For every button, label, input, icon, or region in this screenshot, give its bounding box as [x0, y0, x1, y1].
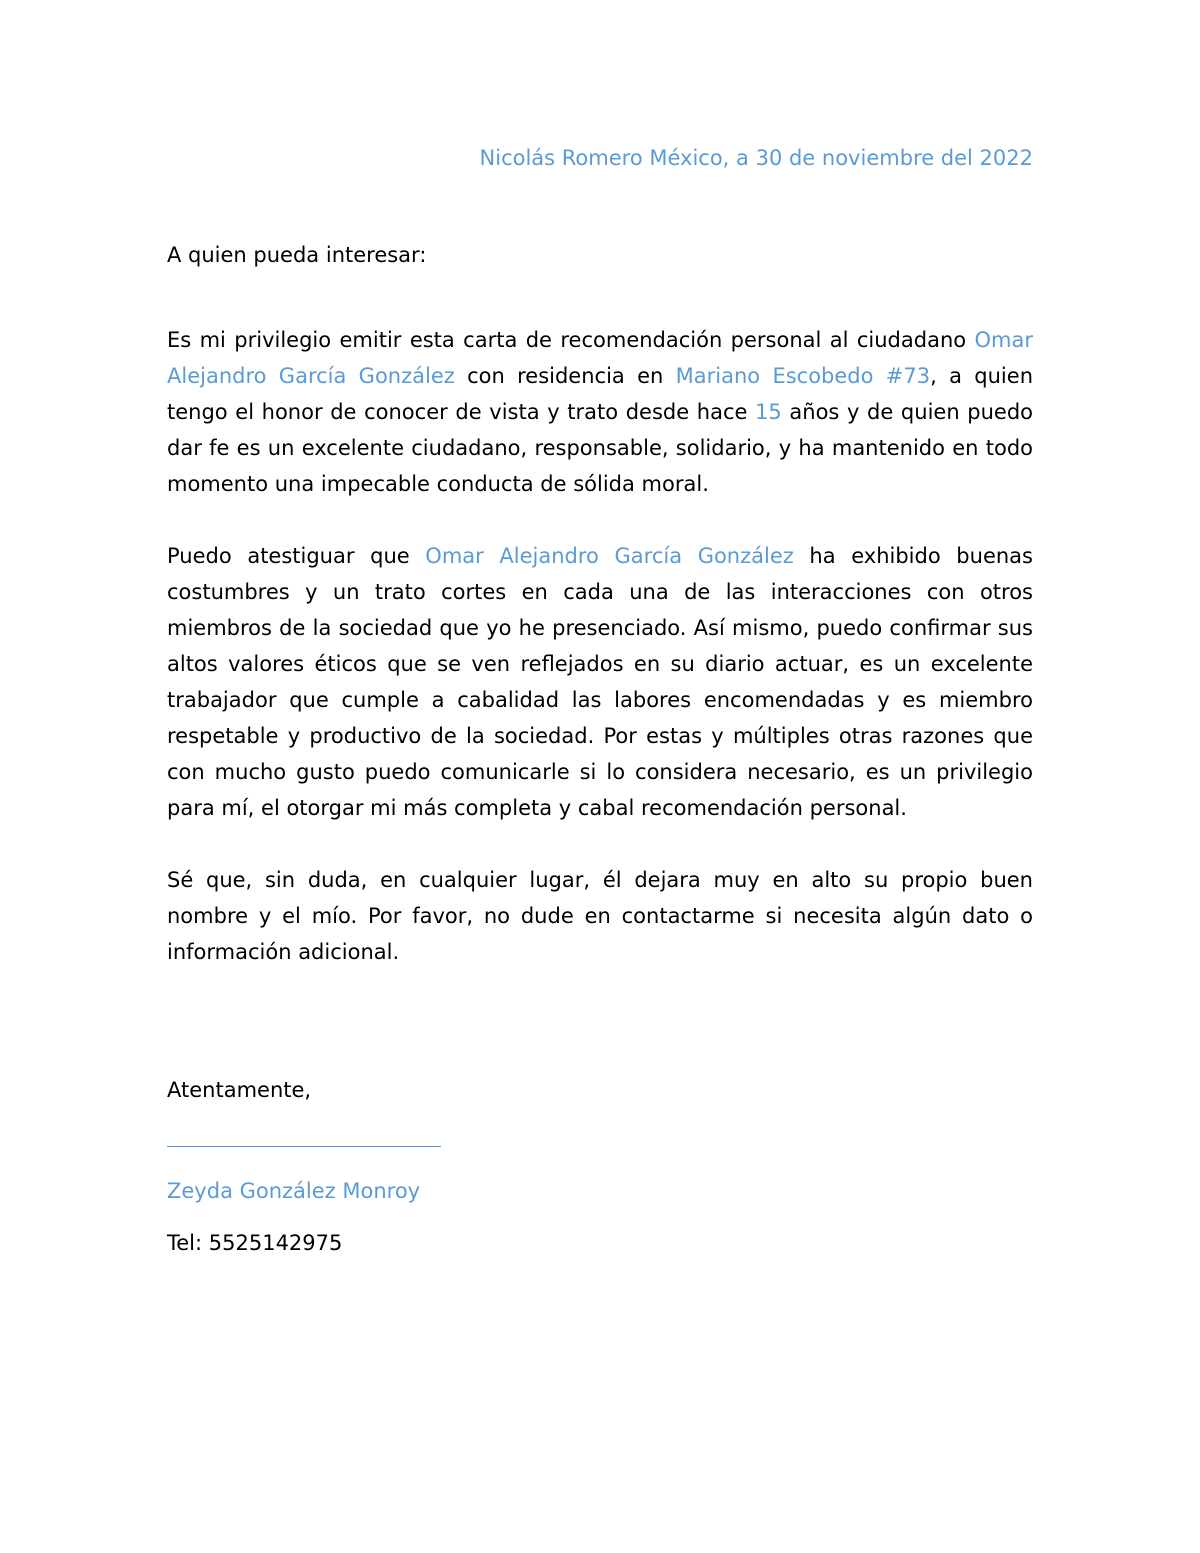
paragraph-testimony	[167, 538, 1033, 826]
paragraph-contact: Sé que, sin duda, en cualquier lugar, él dejara muy en alto su propio buen nombre y el mío. Por favor, no dude en contactarme si necesita algún dato o información adicional.	[167, 868, 1033, 964]
paragraph-text: Es mi privilegio emitir esta carta de recomendación personal al ciudadano	[167, 328, 975, 352]
paragraph-recommendation	[167, 322, 1033, 502]
letter-body	[167, 138, 1033, 1261]
signer-name: Zeyda González Monroy	[167, 1179, 421, 1203]
residence-address: Mariano Escobedo #73	[675, 364, 931, 388]
signature-line	[167, 1146, 441, 1147]
paragraph-text: con residencia en	[454, 364, 676, 388]
recommended-person-name: Omar Alejandro García González	[425, 544, 794, 568]
paragraph-text: años y de quien puedo dar fe es un excelente ciudadano, responsable, solidario, y ha mantenido en todo momento una impecable conducta de sólida moral.	[167, 400, 1034, 496]
phone-number: Tel: 5525142975	[167, 1231, 343, 1255]
greeting: A quien pueda interesar:	[167, 243, 427, 267]
years-known: 15	[755, 400, 782, 424]
recommended-person-name: Omar Alejandro García González	[167, 328, 1033, 388]
paragraph-text: Puedo atestiguar que	[167, 544, 426, 568]
closing: Atentamente,	[167, 1078, 312, 1102]
date-line: Nicolás Romero México, a 30 de noviembre del 2022	[479, 146, 1033, 170]
paragraph-text: , a quien tengo el honor de conocer de vista y trato desde hace	[167, 364, 1034, 424]
paragraph-text: ha exhibido buenas costumbres y un trato cortes en cada una de las interacciones con otros miembros de la sociedad que yo he presenciado. Así mismo, puedo confirmar sus altos valores éticos que se ven reflejados en su diario actuar, es un excelente trabajador que cumple a cabalidad las labores encomendadas y es miembro respetable y productivo de la sociedad. Por estas y múltiples otras razones que con mucho gusto puedo comunicarle si lo considera necesario, es un privilegio para mí, el otorgar mi más completa y cabal recomendación personal.	[167, 544, 1033, 820]
